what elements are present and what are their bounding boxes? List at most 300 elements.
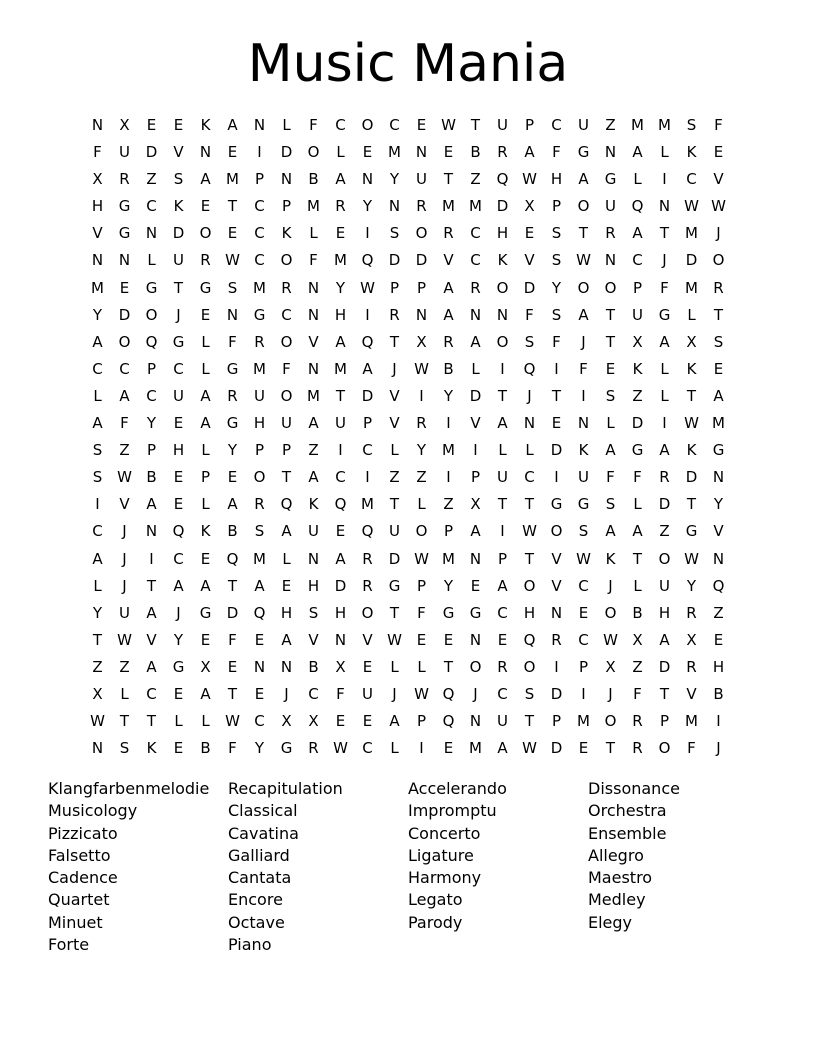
grid-letter: M	[442, 197, 455, 216]
grid-letter: L	[633, 495, 642, 514]
grid-letter: T	[227, 684, 238, 703]
grid-letter: G	[199, 278, 212, 297]
grid-letter: E	[200, 630, 211, 649]
grid-letter: I	[95, 495, 100, 514]
grid-letter: F	[228, 630, 237, 649]
grid-letter: Y	[92, 603, 103, 622]
grid-letter: M	[361, 495, 374, 514]
grid-letter: F	[579, 359, 588, 378]
grid-letter: K	[173, 197, 184, 216]
grid-letter: Y	[686, 576, 697, 595]
word-list	[48, 778, 768, 956]
grid-letter: A	[281, 630, 292, 649]
grid-letter: L	[498, 441, 507, 460]
grid-letter: W	[576, 251, 591, 270]
grid-letter: X	[632, 630, 643, 649]
grid-letter: A	[659, 441, 670, 460]
grid-letter: F	[228, 739, 237, 758]
grid-letter: C	[497, 603, 508, 622]
grid-letter: O	[577, 278, 590, 297]
grid-letter: U	[119, 603, 130, 622]
grid-letter: D	[658, 495, 671, 514]
grid-letter: R	[308, 739, 319, 758]
grid-letter: I	[365, 224, 370, 243]
grid-letter: J	[527, 386, 532, 405]
word-list-item: Recapitulation	[228, 779, 343, 798]
grid-letter: K	[281, 224, 292, 243]
grid-letter: X	[632, 332, 643, 351]
grid-letter: L	[687, 305, 696, 324]
grid-letter: A	[470, 332, 481, 351]
grid-letter: P	[551, 712, 562, 731]
grid-letter: G	[442, 603, 455, 622]
grid-letter: O	[523, 657, 536, 676]
grid-letter: S	[524, 332, 535, 351]
grid-letter: W	[117, 468, 132, 487]
grid-letter: C	[146, 684, 157, 703]
grid-letter: G	[253, 305, 266, 324]
grid-letter: D	[523, 278, 536, 297]
grid-letter: I	[662, 170, 667, 189]
grid-letter: U	[362, 684, 373, 703]
grid-letter: B	[146, 468, 157, 487]
grid-letter: S	[605, 386, 616, 405]
grid-letter: C	[362, 441, 373, 460]
grid-letter: R	[281, 278, 292, 297]
grid-letter: A	[308, 468, 319, 487]
grid-letter: O	[712, 251, 725, 270]
grid-letter: H	[307, 576, 320, 595]
grid-letter: Y	[416, 441, 427, 460]
grid-letter: U	[605, 197, 616, 216]
grid-letter: H	[712, 657, 725, 676]
grid-letter: O	[469, 657, 482, 676]
grid-letter: Q	[226, 549, 239, 568]
grid-letter: H	[334, 305, 347, 324]
grid-letter: O	[118, 332, 131, 351]
grid-letter: Q	[253, 603, 266, 622]
grid-letter: A	[578, 305, 589, 324]
grid-letter: X	[200, 657, 211, 676]
grid-letter: V	[389, 386, 400, 405]
grid-letter: W	[414, 684, 429, 703]
grid-letter: N	[199, 143, 212, 162]
grid-letter: N	[415, 305, 428, 324]
grid-letter: O	[199, 224, 212, 243]
grid-letter: X	[416, 332, 427, 351]
grid-letter: T	[578, 224, 589, 243]
grid-letter: E	[146, 116, 157, 134]
grid-letter: N	[280, 657, 293, 676]
grid-letter: W	[441, 116, 456, 134]
grid-letter: J	[473, 684, 478, 703]
grid-letter: D	[658, 657, 671, 676]
grid-letter: U	[119, 143, 130, 162]
grid-letter: K	[578, 441, 589, 460]
grid-letter: O	[145, 305, 158, 324]
grid-letter: Z	[632, 657, 643, 676]
grid-letter: A	[335, 332, 346, 351]
grid-letter: X	[605, 657, 616, 676]
grid-letter: Q	[523, 359, 536, 378]
grid-letter: A	[605, 522, 616, 541]
grid-letter: T	[119, 712, 130, 731]
grid-letter: B	[308, 170, 319, 189]
grid-letter: M	[253, 549, 266, 568]
grid-letter: N	[712, 468, 725, 487]
grid-letter: D	[469, 386, 482, 405]
grid-letter: U	[578, 468, 589, 487]
grid-letter: E	[362, 657, 373, 676]
grid-letter: L	[660, 143, 669, 162]
grid-letter: L	[93, 576, 102, 595]
grid-letter: V	[308, 630, 319, 649]
grid-letter: O	[280, 332, 293, 351]
grid-letter: N	[523, 414, 536, 433]
grid-letter: O	[658, 739, 671, 758]
grid-letter: O	[307, 143, 320, 162]
grid-letter: P	[470, 468, 481, 487]
grid-letter: I	[149, 549, 154, 568]
grid-letter: T	[659, 684, 670, 703]
grid-letter: J	[392, 359, 397, 378]
grid-letter: T	[524, 712, 535, 731]
grid-letter: S	[227, 278, 238, 297]
word-list-item: Dissonance	[588, 779, 680, 798]
grid-letter: I	[554, 657, 559, 676]
grid-letter: U	[632, 305, 643, 324]
grid-letter: T	[443, 657, 454, 676]
grid-letter: R	[470, 278, 481, 297]
grid-letter: N	[145, 522, 158, 541]
grid-letter: E	[173, 495, 184, 514]
grid-letter: A	[497, 739, 508, 758]
word-list-item: Accelerando	[408, 779, 507, 798]
grid-letter: C	[254, 224, 265, 243]
grid-letter: J	[176, 603, 181, 622]
grid-letter: V	[389, 414, 400, 433]
grid-letter: A	[470, 522, 481, 541]
grid-letter: K	[200, 116, 211, 134]
grid-letter: S	[389, 224, 400, 243]
grid-letter: K	[605, 549, 616, 568]
grid-letter: F	[606, 468, 615, 487]
word-list-item: Medley	[588, 890, 646, 910]
grid-letter: A	[443, 278, 454, 297]
grid-letter: S	[551, 224, 562, 243]
grid-letter: H	[550, 170, 563, 189]
grid-letter: X	[119, 116, 130, 134]
word-list-item: Maestro	[588, 868, 653, 888]
word-list-item: Quartet	[48, 890, 110, 910]
grid-letter: L	[390, 441, 399, 460]
grid-letter: U	[173, 251, 184, 270]
grid-letter: C	[497, 684, 508, 703]
grid-letter: G	[199, 603, 212, 622]
grid-letter: E	[335, 522, 346, 541]
grid-letter: O	[577, 197, 590, 216]
grid-letter: Z	[308, 441, 319, 460]
grid-letter: F	[633, 468, 642, 487]
grid-letter: Z	[632, 386, 643, 405]
grid-letter: R	[713, 278, 724, 297]
grid-letter: G	[226, 414, 239, 433]
grid-letter: K	[686, 359, 697, 378]
grid-letter: G	[577, 143, 590, 162]
grid-letter: R	[362, 576, 373, 595]
grid-letter: T	[443, 170, 454, 189]
grid-letter: J	[716, 739, 721, 758]
grid-letter: L	[201, 441, 210, 460]
word-list-item: Minuet	[48, 912, 103, 932]
grid-letter: H	[253, 414, 266, 433]
grid-letter: E	[524, 224, 535, 243]
grid-letter: C	[632, 251, 643, 270]
grid-letter: A	[92, 332, 103, 351]
word-column	[228, 778, 408, 956]
grid-letter: M	[685, 224, 698, 243]
grid-letter: L	[417, 495, 426, 514]
word-list-item: Cadence	[48, 868, 118, 888]
grid-letter: M	[442, 549, 455, 568]
grid-letter: N	[91, 739, 104, 758]
grid-letter: C	[470, 224, 481, 243]
grid-letter: E	[362, 143, 373, 162]
grid-letter: I	[500, 522, 505, 541]
grid-letter: I	[365, 305, 370, 324]
grid-letter: G	[172, 332, 185, 351]
grid-letter: Y	[92, 305, 103, 324]
grid-letter: F	[687, 739, 696, 758]
grid-letter: R	[119, 170, 130, 189]
grid-letter: W	[387, 630, 402, 649]
grid-letter: O	[280, 251, 293, 270]
grid-letter: P	[524, 116, 535, 134]
grid-letter: V	[551, 549, 562, 568]
grid-letter: C	[254, 197, 265, 216]
grid-letter: A	[713, 386, 724, 405]
grid-letter: L	[606, 414, 615, 433]
grid-letter: R	[254, 495, 265, 514]
grid-letter: Y	[335, 278, 346, 297]
grid-letter: X	[308, 712, 319, 731]
grid-letter: A	[200, 414, 211, 433]
grid-letter: W	[522, 522, 537, 541]
grid-letter: I	[365, 468, 370, 487]
grid-letter: J	[122, 549, 127, 568]
grid-letter: N	[469, 305, 482, 324]
grid-letter: A	[524, 143, 535, 162]
grid-letter: D	[361, 386, 374, 405]
grid-letter: N	[550, 603, 563, 622]
grid-letter: C	[578, 630, 589, 649]
grid-letter: P	[281, 441, 292, 460]
grid-letter: D	[226, 603, 239, 622]
grid-letter: L	[660, 386, 669, 405]
grid-letter: Y	[713, 495, 724, 514]
grid-letter: O	[550, 522, 563, 541]
grid-letter: O	[496, 332, 509, 351]
grid-letter: G	[550, 495, 563, 514]
grid-letter: S	[524, 684, 535, 703]
grid-letter: A	[146, 495, 157, 514]
grid-letter: I	[419, 739, 424, 758]
grid-letter: T	[389, 603, 400, 622]
grid-letter: L	[282, 549, 291, 568]
word-list-item: Forte	[48, 935, 90, 955]
grid-letter: P	[146, 441, 157, 460]
grid-letter: Y	[362, 197, 373, 216]
grid-letter: N	[307, 359, 320, 378]
grid-letter: C	[686, 170, 697, 189]
grid-letter: E	[173, 116, 184, 134]
grid-letter: J	[122, 576, 127, 595]
grid-letter: D	[685, 468, 698, 487]
grid-letter: A	[92, 549, 103, 568]
grid-letter: N	[604, 143, 617, 162]
grid-letter: S	[92, 468, 103, 487]
grid-letter: B	[308, 657, 319, 676]
grid-letter: M	[307, 197, 320, 216]
grid-letter: P	[416, 712, 427, 731]
grid-letter: M	[685, 712, 698, 731]
word-list-item: Musicology	[48, 801, 138, 821]
grid-letter: R	[200, 251, 211, 270]
grid-letter: O	[496, 278, 509, 297]
grid-letter: L	[633, 170, 642, 189]
grid-letter: U	[308, 522, 319, 541]
grid-letter: A	[227, 116, 238, 134]
grid-letter: O	[361, 116, 374, 134]
grid-letter: C	[119, 359, 130, 378]
word-list-item: Concerto	[408, 823, 481, 843]
grid-letter: G	[226, 359, 239, 378]
grid-letter: B	[470, 143, 481, 162]
grid-letter: U	[497, 116, 508, 134]
grid-letter: A	[497, 414, 508, 433]
grid-letter: C	[254, 251, 265, 270]
grid-letter: J	[662, 251, 667, 270]
grid-letter: D	[118, 305, 131, 324]
grid-letter: P	[632, 278, 643, 297]
grid-letter: A	[254, 576, 265, 595]
grid-letter: I	[662, 414, 667, 433]
grid-letter: E	[254, 630, 265, 649]
grid-letter: P	[578, 657, 589, 676]
grid-letter: Q	[361, 251, 374, 270]
grid-letter: K	[200, 522, 211, 541]
grid-letter: V	[551, 576, 562, 595]
grid-letter: I	[581, 386, 586, 405]
grid-letter: F	[282, 359, 291, 378]
grid-letter: L	[471, 359, 480, 378]
grid-letter: C	[254, 712, 265, 731]
grid-letter: G	[118, 197, 131, 216]
grid-letter: G	[118, 224, 131, 243]
grid-letter: E	[281, 576, 292, 595]
grid-letter: E	[227, 468, 238, 487]
grid-letter: Z	[146, 170, 157, 189]
grid-letter: K	[632, 359, 643, 378]
grid-letter: G	[280, 739, 293, 758]
grid-letter: I	[554, 468, 559, 487]
grid-letter: H	[334, 603, 347, 622]
word-list-item: Ligature	[408, 845, 474, 865]
grid-letter: Q	[442, 712, 455, 731]
grid-letter: Z	[119, 657, 130, 676]
grid-letter: Z	[659, 522, 670, 541]
grid-letter: A	[335, 549, 346, 568]
grid-letter: J	[608, 684, 613, 703]
grid-letter: F	[93, 143, 102, 162]
grid-letter: N	[496, 305, 509, 324]
grid-letter: I	[338, 441, 343, 460]
grid-letter: Z	[443, 495, 454, 514]
grid-letter: W	[711, 197, 726, 216]
grid-letter: F	[552, 143, 561, 162]
grid-letter: T	[713, 305, 724, 324]
grid-letter: B	[713, 684, 724, 703]
grid-letter: V	[362, 630, 373, 649]
grid-letter: T	[470, 116, 481, 134]
grid-letter: Y	[254, 739, 265, 758]
word-list-item: Cantata	[228, 868, 292, 888]
grid-letter: E	[605, 359, 616, 378]
grid-letter: Z	[92, 657, 103, 676]
grid-letter: N	[253, 657, 266, 676]
word-list-item: Parody	[408, 912, 463, 932]
grid-letter: R	[416, 414, 427, 433]
grid-letter: C	[470, 251, 481, 270]
grid-letter: C	[173, 549, 184, 568]
grid-letter: R	[335, 197, 346, 216]
grid-letter: X	[92, 684, 103, 703]
grid-letter: R	[362, 549, 373, 568]
grid-letter: E	[362, 712, 373, 731]
grid-letter: N	[307, 549, 320, 568]
grid-letter: U	[173, 386, 184, 405]
grid-letter: O	[604, 712, 617, 731]
grid-letter: A	[200, 684, 211, 703]
grid-letter: W	[225, 251, 240, 270]
grid-letter: Y	[227, 441, 238, 460]
grid-letter: P	[146, 359, 157, 378]
grid-letter: R	[254, 332, 265, 351]
grid-letter: I	[554, 359, 559, 378]
grid-letter: W	[522, 739, 537, 758]
grid-letter: D	[172, 224, 185, 243]
word-list-item: Klangfarbenmelodie	[48, 779, 210, 798]
grid-letter: C	[92, 359, 103, 378]
grid-letter: R	[632, 739, 643, 758]
grid-letter: Y	[551, 278, 562, 297]
word-list-item: Falsetto	[48, 845, 111, 865]
grid-letter: E	[443, 739, 454, 758]
grid-letter: L	[390, 739, 399, 758]
grid-letter: T	[686, 495, 697, 514]
grid-letter: N	[91, 251, 104, 270]
grid-letter: N	[469, 549, 482, 568]
grid-letter: D	[388, 549, 401, 568]
grid-letter: D	[280, 143, 293, 162]
grid-letter: P	[551, 197, 562, 216]
grid-letter: R	[686, 657, 697, 676]
grid-letter: K	[686, 143, 697, 162]
grid-letter: L	[660, 359, 669, 378]
grid-letter: J	[284, 684, 289, 703]
grid-letter: T	[551, 386, 562, 405]
grid-letter: U	[497, 468, 508, 487]
